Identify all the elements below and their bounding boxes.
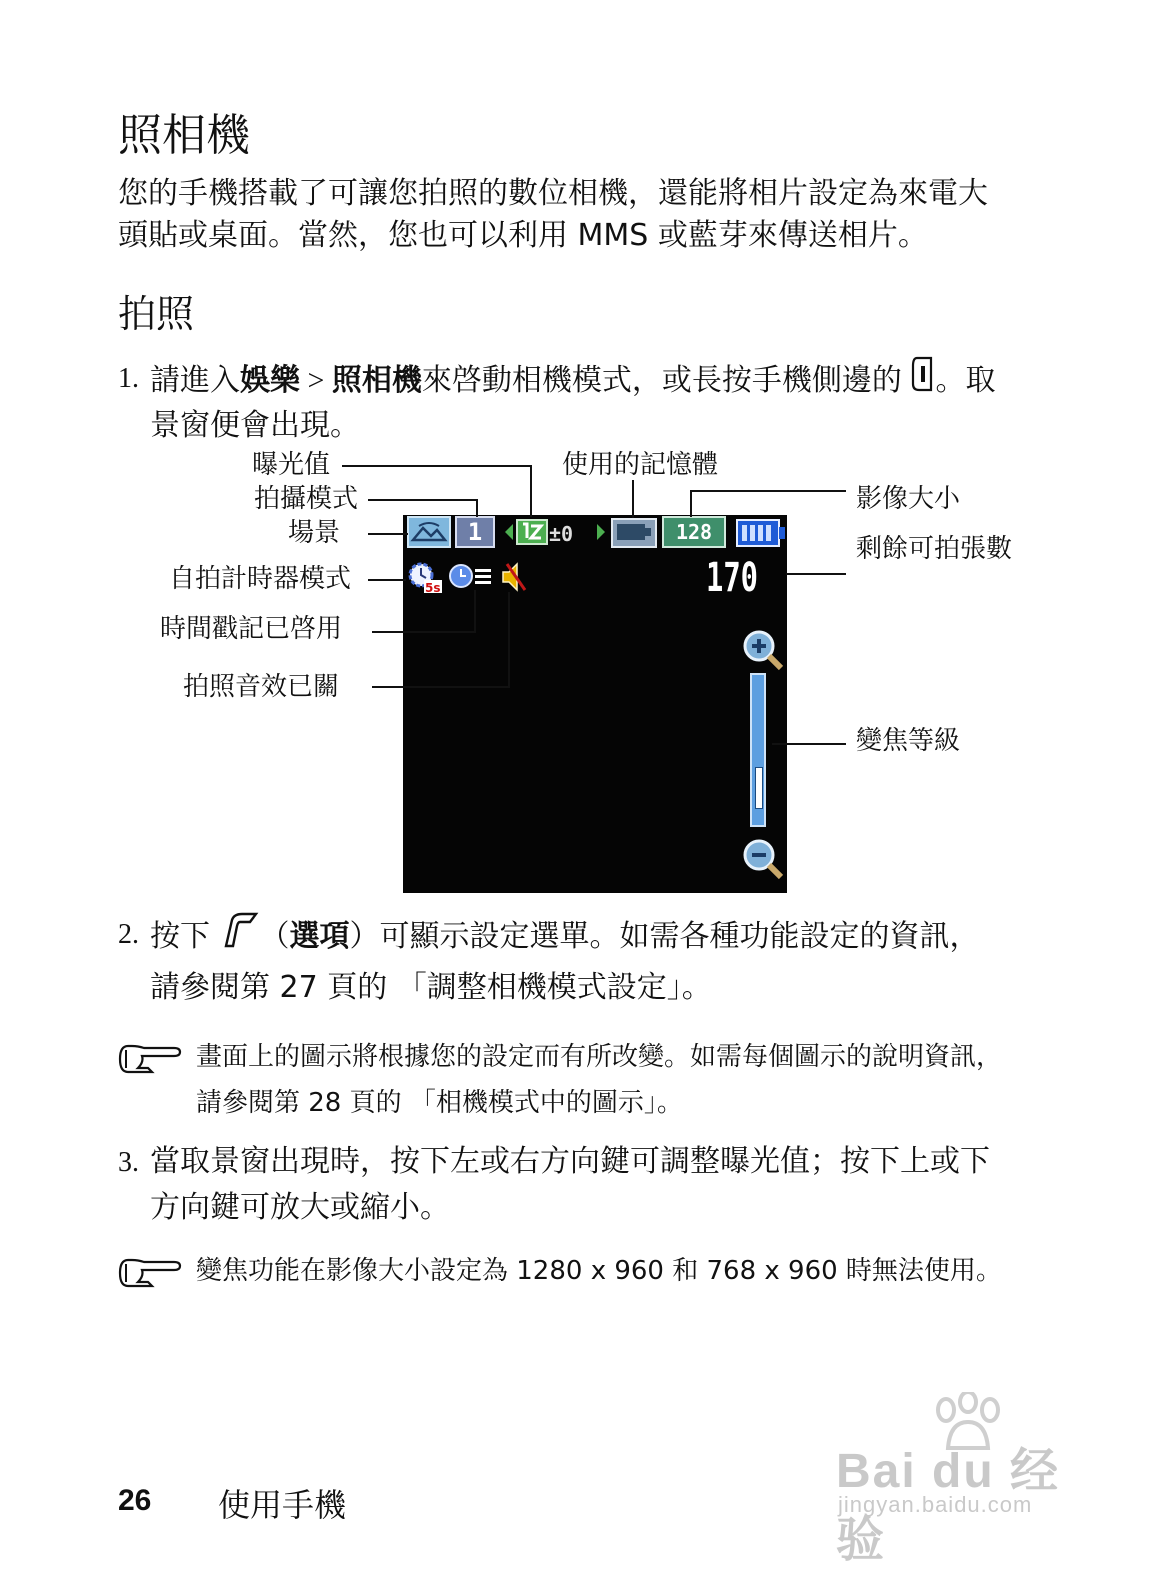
note-2-line-1: 變焦功能在影像大小設定為 1280 x 960 和 768 x 960 時無法使用。 [196,1256,1002,1286]
label-timestamp: 時間戳記已啓用 [160,614,343,644]
left-soft-key-icon [220,910,260,965]
note-1-line-2: 請參閱第 28 頁的 「相機模式中的圖示」。 [196,1088,683,1118]
label-shutter-sound-off: 拍照音效已關 [183,672,340,702]
step-2 [118,910,1118,1006]
page-title: 照相機 [118,110,250,161]
note-1 [118,1034,1118,1126]
note-2 [118,1248,1118,1294]
note-1-line-1: 畫面上的圖示將根據您的設定而有所改變。如需每個圖示的說明資訊， [196,1042,1003,1072]
zoom-in-icon [741,628,785,672]
step-3-line-1: 當取景窗出現時，按下左或右方向鍵可調整曝光值；按下上或下 [150,1144,990,1179]
step-1-post: 來啓動相機模式，或長按手機側邊的 [421,363,902,398]
shutter-sound-off-icon [499,560,531,594]
remaining-count: 170 [706,555,759,601]
step-2-line-1 [150,910,980,965]
intro-line-1: 您的手機搭載了可讓您拍照的數位相機，還能將相片設定為來電大 [118,176,988,211]
zoom-level-bar [750,673,766,827]
step-number: 1. [118,363,139,394]
step-1-pre: 請進入 [150,363,240,398]
menu-camera: 照相機 [331,363,422,398]
baidu-watermark [836,1392,1106,1567]
step-1-line-1 [150,354,995,409]
battery-icon [736,518,786,548]
menu-separator: > [300,364,332,397]
svg-text:5s: 5s [425,581,441,594]
watermark-brand: Bai du 经验 [836,1445,1061,1567]
step-2-pre: 按下 [150,919,210,954]
zoom-out-icon [741,837,785,881]
image-size-icon: 128 [662,516,726,548]
step-number: 3. [118,1147,139,1178]
intro-line-2: 頭貼或桌面。當然，您也可以利用 MMS 或藍芽來傳送相片。 [118,218,928,253]
label-zoom-level: 變焦等級 [856,726,961,756]
label-shoot-mode: 拍攝模式 [254,484,359,514]
step-2-post: ）可顯示設定選單。如需各種功能設定的資訊， [349,919,980,954]
memory-icon [611,518,657,548]
step-number: 2. [118,919,139,950]
option-label: 選項 [289,919,350,954]
page-number: 26 [118,1484,152,1517]
step-1-line-2: 景窗便會出現。 [150,408,360,443]
svg-text:±0: ±0 [549,522,574,546]
footer-section: 使用手機 [218,1486,347,1524]
zoom-level-indicator [755,767,763,809]
step-3-line-2: 方向鍵可放大或縮小。 [150,1190,450,1225]
side-camera-key-icon [911,354,935,409]
menu-entertainment: 娛樂 [240,363,300,398]
step-2-line-2: 請參閱第 27 頁的 「調整相機模式設定」。 [150,970,712,1005]
step-2-paren: （ [259,919,290,954]
label-remaining: 剩餘可拍張數 [856,534,1013,564]
scene-icon [407,516,451,548]
timestamp-icon [448,562,494,590]
self-timer-icon [406,560,444,594]
step-3 [118,1138,1118,1234]
label-scene: 場景 [288,518,341,548]
step-1-post2: 。取 [935,363,996,398]
label-memory: 使用的記憶體 [562,450,719,480]
section-title: 拍照 [118,292,195,336]
label-exposure: 曝光值 [252,450,331,480]
watermark-url: jingyan.baidu.com [838,1492,1033,1517]
label-image-size: 影像大小 [856,484,961,514]
label-self-timer: 自拍計時器模式 [169,564,352,594]
exposure-icon [503,516,607,548]
step-1 [118,354,1118,450]
shoot-mode-icon: 1 [455,516,495,548]
